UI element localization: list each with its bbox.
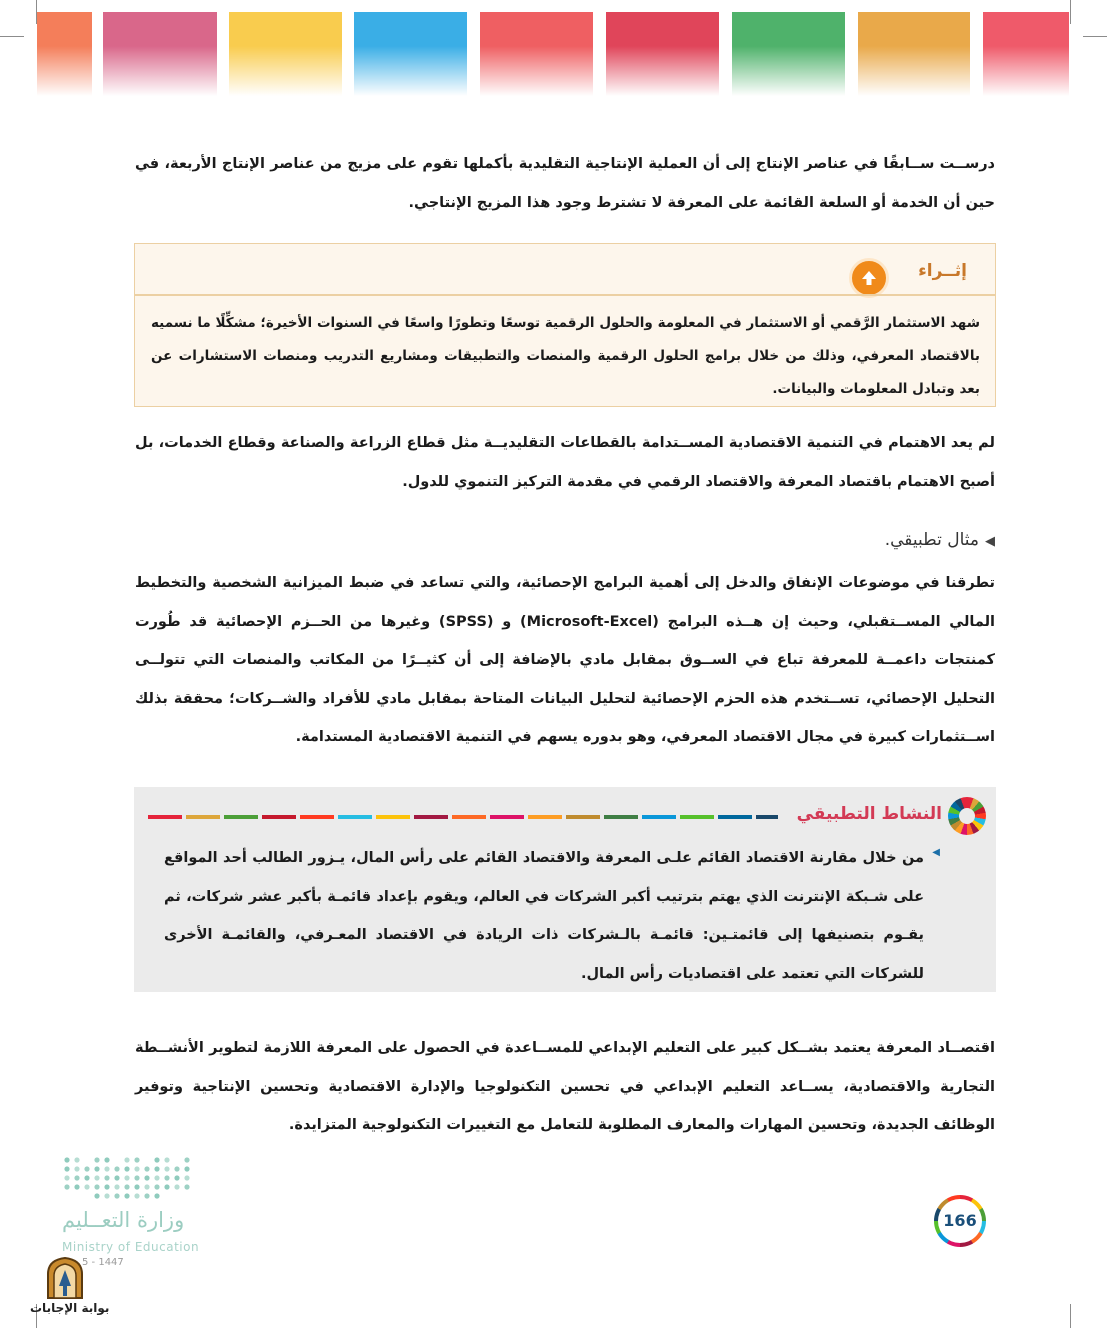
- ministry-logo-dot: [184, 1184, 189, 1189]
- portal-name: بوابة الإجابات: [30, 1301, 110, 1315]
- color-dash: [338, 815, 372, 819]
- sdg-wheel-icon: [948, 797, 986, 835]
- ministry-logo-dot: [114, 1166, 119, 1171]
- color-dash: [718, 815, 752, 819]
- color-tab: [229, 12, 342, 96]
- ministry-logo-dot: [84, 1175, 89, 1180]
- ministry-logo-dot: [154, 1157, 159, 1162]
- header-color-tabs: [0, 0, 1107, 110]
- ministry-logo-dot: [124, 1157, 129, 1162]
- ministry-logo-dot: [134, 1193, 139, 1198]
- ministry-logo-dot: [124, 1184, 129, 1189]
- ministry-logo-dot: [184, 1157, 189, 1162]
- ministry-logo-dot: [134, 1175, 139, 1180]
- ministry-logo-dot: [114, 1184, 119, 1189]
- ministry-logo-dot: [74, 1184, 79, 1189]
- creative-education-paragraph: اقتصــاد المعرفة يعتمد بشــكل كبير على التعليم الإبداعي للمســاعدة في الحصول على المعرفة اللازمة لتطوير الأنشــطة التجارية والاقتصادية، يســاعد التعليم الإبداعي في تحسين التكنولوجيا والإدارة الاقتصادية وتحسين الإنتاجية وتوفير الوظائف الجديدة، وتحسين المهارات والمعارف المطلوبة للتعامل مع التغييرات التكنولوجية المتزايدة.: [135, 1040, 995, 1133]
- ministry-logo-dot: [184, 1175, 189, 1180]
- ministry-logo-dot: [164, 1157, 169, 1162]
- ministry-logo-dot: [64, 1157, 69, 1162]
- ministry-logo-dot: [154, 1193, 159, 1198]
- ministry-logo-dot: [144, 1166, 149, 1171]
- ministry-logo-dot: [64, 1184, 69, 1189]
- ministry-logo-dot: [134, 1166, 139, 1171]
- arrow-up-circle-icon: [849, 258, 889, 298]
- ministry-logo-dot: [84, 1184, 89, 1189]
- ministry-logo-dot: [104, 1184, 109, 1189]
- color-dash: [452, 815, 486, 819]
- ministry-logo-dot: [164, 1184, 169, 1189]
- ministry-logo-dot: [114, 1175, 119, 1180]
- ministry-logo-dot: [104, 1175, 109, 1180]
- enrichment-text: شهد الاستثمار الرَّقمي أو الاستثمار في المعلومة والحلول الرقمية توسعًا وتطورًا واسعًا في السنوات الأخيرة؛ مشكِّلًا ما نسميه بالاقتصاد المعرفي، وذلك من خلال برامج الحلول الرقمية والمنصات والتطبيقات ومشاريع التدريب ومنصات الاستشارات عن بعد وتبادل المعلومات والبيانات.: [151, 315, 980, 397]
- ministry-year: 5 - 1447: [82, 1257, 124, 1268]
- ministry-logo-dot: [144, 1175, 149, 1180]
- ministry-logo-dot: [104, 1166, 109, 1171]
- color-dash: [186, 815, 220, 819]
- color-dash: [376, 815, 410, 819]
- color-dash: [224, 815, 258, 819]
- color-tab: [103, 12, 217, 96]
- ministry-logo-dot: [154, 1166, 159, 1171]
- ministry-name-arabic: وزارة التعــليم: [62, 1208, 185, 1232]
- color-dash: [604, 815, 638, 819]
- bullet-triangle-icon: ◀: [932, 847, 940, 858]
- ministry-logo-dot: [84, 1166, 89, 1171]
- color-dash: [680, 815, 714, 819]
- ministry-logo-dot: [134, 1157, 139, 1162]
- ministry-logo-dot: [64, 1175, 69, 1180]
- ministry-logo-dot: [64, 1166, 69, 1171]
- ministry-name-english: Ministry of Education: [62, 1240, 200, 1254]
- enrichment-divider: [135, 294, 995, 296]
- page-number-badge: [934, 1195, 986, 1247]
- color-dash: [300, 815, 334, 819]
- color-tab: [732, 12, 845, 96]
- ministry-logo-dot: [104, 1193, 109, 1198]
- crop-mark: [1070, 1304, 1071, 1328]
- ministry-logo-dot: [94, 1157, 99, 1162]
- ministry-logo-dot: [104, 1157, 109, 1162]
- ministry-logo-dot: [94, 1166, 99, 1171]
- ministry-logo-dot: [144, 1184, 149, 1189]
- activity-dash-rule: [148, 815, 778, 819]
- page-number: 166: [938, 1199, 982, 1243]
- color-dash: [756, 815, 778, 819]
- development-paragraph: لم يعد الاهتمام في التنمية الاقتصادية المســتدامة بالقطاعات التقليديــة مثل قطاع الزراعة والصناعة وقطاع الخدمات، بل أصبح الاهتمام باقتصاد المعرفة والاقتصاد الرقمي في مقدمة التركيز التنموي للدول.: [135, 435, 995, 490]
- color-dash: [262, 815, 296, 819]
- example-heading: [885, 530, 995, 550]
- activity-text: من خلال مقارنة الاقتصاد القائم علـى المعرفة والاقتصاد القائم على رأس المال، يـزور الطالب أحد المواقع على شـبكة الإنترنت الذي يهتم بترتيب أكبر الشركات في العالم، ويقوم بإعداد قائمـة بأكبر عشر شركات، ثم يقـوم بتصنيفها إلى قائمتـين: قائمـة بالـشركات ذات الريادة في الاقتصاد المعـرفي، والقائمـة الأخرى للشركات التي تعتمد على اقتصاديات رأس المال.: [164, 850, 924, 982]
- color-tab: [37, 12, 92, 96]
- ministry-logo-dot: [154, 1175, 159, 1180]
- example-title: مثال تطبيقي.: [884, 530, 979, 550]
- ministry-logo-dot: [74, 1166, 79, 1171]
- color-dash: [148, 815, 182, 819]
- color-dash: [566, 815, 600, 819]
- ministry-logo-dot: [94, 1184, 99, 1189]
- ministry-logo-dot: [124, 1175, 129, 1180]
- color-dash: [528, 815, 562, 819]
- example-paragraph: تطرقنا في موضوعات الإنفاق والدخل إلى أهمية البرامج الإحصائية، والتي تساعد في ضبط الميزانية الشخصية والتخطيط المالي المســتقبلي، وحيث إن هــذه البرامج (Microsoft-Excel) و (SPSS) وغيرها من الحــزم الإحصائية قد طُورت كمنتجات داعمــة للمعرفة تباع في الســوق بمقابل مادي بالإضافة إلى أن كثيــرًا من المكاتب والمنصات التي تتولــى التحليل الإحصائي، تســتخدم هذه الحزم الإحصائية لتحليل البيانات المتاحة بمقابل مادي للأفراد والشــركات؛ محققة بذلك اســتثمارات كبيرة في مجال الاقتصاد المعرفي، وهو بدوره يسهم في التنمية الاقتصادية المستدامة.: [135, 575, 995, 745]
- color-tab: [858, 12, 970, 96]
- activity-box: [134, 787, 996, 992]
- color-dash: [414, 815, 448, 819]
- ministry-logo-dot: [74, 1175, 79, 1180]
- ministry-logo-dot: [174, 1166, 179, 1171]
- enrichment-box: [134, 243, 996, 407]
- ministry-logo-dot: [94, 1193, 99, 1198]
- portal-logo-icon: [44, 1256, 86, 1300]
- ministry-logo-dot: [144, 1193, 149, 1198]
- ministry-logo-dot: [134, 1184, 139, 1189]
- intro-paragraph: درســت ســابقًا في عناصر الإنتاج إلى أن العملية الإنتاجية التقليدية بأكملها تقوم على مزيج من عناصر الإنتاج الأربعة، في حين أن الخدمة أو السلعة القائمة على المعرفة لا تشترط وجود هذا المزيج الإنتاجي.: [135, 156, 995, 211]
- color-tab: [983, 12, 1069, 96]
- ministry-logo-dot: [164, 1175, 169, 1180]
- color-tab: [480, 12, 593, 96]
- ministry-logo-dot: [174, 1175, 179, 1180]
- ministry-logo-dot: [154, 1184, 159, 1189]
- ministry-logo-dot: [164, 1166, 169, 1171]
- ministry-logo-dot: [124, 1166, 129, 1171]
- color-tab: [606, 12, 719, 96]
- ministry-logo-dot: [174, 1184, 179, 1189]
- triangle-pointer-icon: ◀: [985, 534, 995, 549]
- color-dash: [642, 815, 676, 819]
- ministry-logo-dot: [74, 1157, 79, 1162]
- ministry-logo-dot: [124, 1193, 129, 1198]
- activity-title: النشاط التطبيقي: [796, 804, 942, 824]
- ministry-logo-icon: [62, 1155, 196, 1201]
- ministry-logo-dot: [114, 1193, 119, 1198]
- ministry-logo-dot: [94, 1175, 99, 1180]
- enrichment-label: إثــراء: [918, 261, 967, 281]
- color-dash: [490, 815, 524, 819]
- color-tab: [354, 12, 467, 96]
- ministry-logo-dot: [184, 1166, 189, 1171]
